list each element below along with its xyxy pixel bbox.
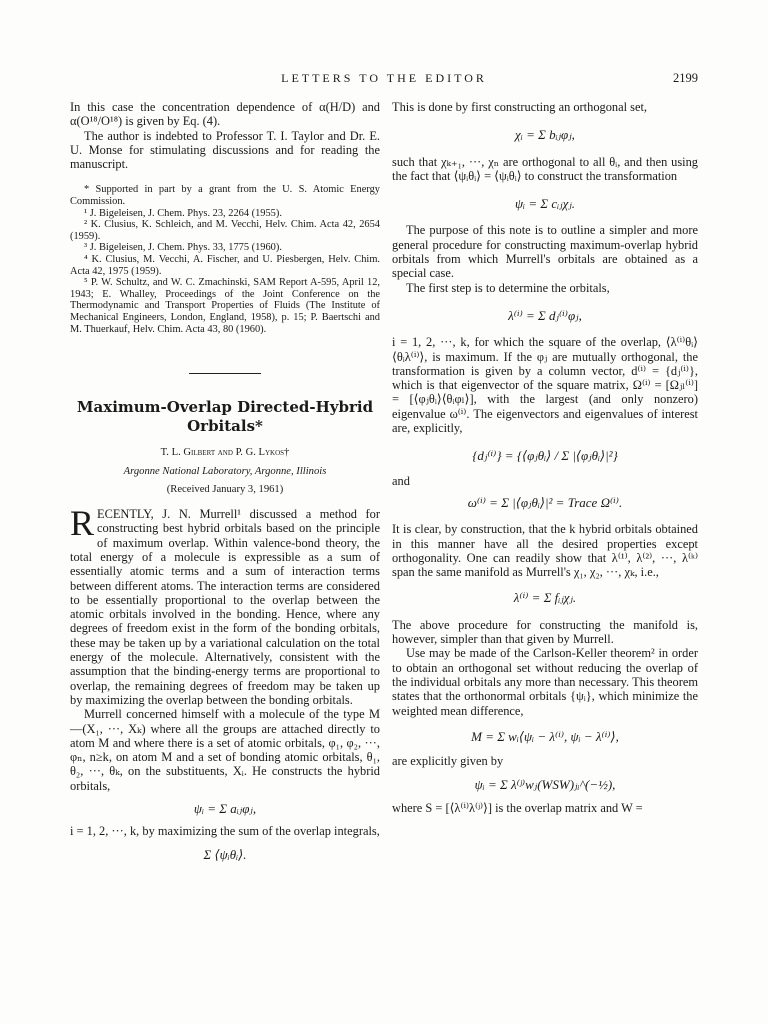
received-date: (Received January 3, 1961) [166, 483, 284, 495]
right-paragraph-purpose: The purpose of this note is to outline a simpler and more general procedure for constructing maximum-overlap hybrid orbitals from which Murrell's orbitals are obtained as a special case. [392, 223, 698, 281]
equation-overlap-sum: Σ ⟨ψᵢθᵢ⟩. [203, 846, 247, 862]
section-divider [189, 373, 261, 374]
left-paragraph-murrell: Murrell concerned himself with a molecule of the type M—(X₁, ···, Xₖ) where all the groups are attached directly to atom M and where there is a set of atomic orbitals, φ₁, φ₂, ···, φₙ, n≥k, on atom M and a set of bonding atomic orbitals, θ₁, θ₂, ···, θₖ, on the substituents, Xᵢ. He constructs the hybrid orbitals, [70, 707, 380, 793]
footnote: ¹ J. Bigeleisen, J. Chem. Phys. 23, 2264 (1955). [84, 207, 282, 219]
equation-eigenvalue: ω⁽ⁱ⁾ = Σ |⟨φⱼθᵢ⟩|² = Trace Ω⁽ⁱ⁾. [467, 494, 623, 510]
and-text: and [392, 473, 410, 488]
footnote: ⁵ P. W. Schultz, and W. C. Zmachinski, SAM Report A-595, April 12, 1943; E. Whalley, Proceedings of the Joint Conference on the Thermodynamic and Transport Properties of Fluids (The Institute of Mechanical Engineers, London, England, 1958), p. 15; P. Baertschi and M. Thuerkauf, Helv. Chim. Acta 43, 80 (1960). [70, 277, 380, 335]
footnote: ² K. Clusius, K. Schleich, and M. Vecchi, Helv. Chim. Acta 42, 2654 (1959). [70, 219, 380, 242]
equation-orthonormal: ψᵢ = Σ λ⁽ʲ⁾wⱼ(WSW)ⱼᵢ^(−½), [474, 777, 616, 793]
right-paragraph-simpler: The above procedure for constructing the manifold is, however, simpler than that given by Murrell. [392, 617, 698, 647]
intro-paragraph [70, 503, 380, 707]
equation-mean-difference: M = Σ wᵢ⟨ψᵢ − λ⁽ⁱ⁾, ψᵢ − λ⁽ⁱ⁾⟩, [471, 728, 619, 744]
intro-text: ECENTLY, J. N. Murrell¹ discussed a method for constructing best hybrid orbitals based on the principle of maximum overlap. Within valence-bond theory, the total energy of a molecule is expressible as a sum of essentially atomic terms and a sum of interaction terms between different atoms. The interaction terms are considered to be essentially proportional to the overlap between the atomic orbitals involved in the bonding. Hence, where any degrees of freedom exist in the form of the bonding orbitals, these may be taken up by a variational calculation on the total energy of the molecule. Alternatively, consistent with the assumption that the binding-energy terms are proportional to overlap, the remaining degrees of freedom may be taken up by maximizing the overlap between the bonding orbitals. [70, 507, 380, 707]
equation-lambda: λ⁽ⁱ⁾ = Σ dⱼ⁽ⁱ⁾φⱼ, [508, 307, 582, 323]
right-paragraph-carlson-keller: Use may be made of the Carlson-Keller theorem² in order to obtain an orthogonal set without reducing the overlap of the individual orbitals any more than necessary. This theorem states that the orthonormal orbitals {ψᵢ}, which minimize the weighted mean difference, [392, 646, 698, 718]
equation-eigenvector: {dⱼ⁽ⁱ⁾} = {⟨φⱼθᵢ⟩ / Σ |⟨φⱼθᵢ⟩|²} [472, 448, 618, 464]
right-paragraph-explicit: are explicitly given by [392, 754, 504, 769]
footnote: ⁴ K. Clusius, M. Vecchi, A. Fischer, and U. Piesbergen, Helv. Chim. Acta 42, 1975 (1959). [70, 254, 380, 277]
affiliation: Argonne National Laboratory, Argonne, Illinois [123, 465, 327, 477]
equation-transformation: ψᵢ = Σ cᵢⱼχⱼ. [514, 196, 576, 212]
right-paragraph-2: such that χₖ₊₁, ···, χₙ are orthogonal to all θᵢ, and then using the fact that ⟨ψᵢθᵢ⟩ = ⟨ψᵢθᵢ⟩ to construct the transformation [392, 154, 698, 183]
article-title: Maximum-Overlap Directed-Hybrid Orbitals* [76, 398, 374, 436]
footnotes [70, 184, 380, 335]
footnote: ³ J. Bigeleisen, J. Chem. Phys. 33, 1775 (1960). [84, 242, 282, 254]
authors: T. L. Gilbert and P. G. Lykos† [160, 447, 290, 459]
right-paragraph-eigen: i = 1, 2, ···, k, for which the square of the overlap, ⟨λ⁽ⁱ⁾θᵢ⟩⟨θᵢλ⁽ⁱ⁾⟩, is maximum. If the φⱼ are mutually orthogonal, the transformation is given by a column vector, d⁽ⁱ⁾ = {dⱼ⁽ⁱ⁾}, which is that eigenvector of the square matrix, Ω⁽ⁱ⁾ = [Ωⱼₗ⁽ⁱ⁾] = [⟨φⱼθᵢ⟩⟨θᵢφₗ⟩], with the largest (and only nonzero) eigenvalue ω⁽ⁱ⁾. The eigenvectors and eigenvalues of interest are, explicitly, [392, 335, 698, 436]
drop-cap: R [70, 503, 95, 544]
acknowledgment: The author is indebted to Professor T. I. Taylor and Dr. E. U. Monse for stimulating discussions and for reading the manuscript. [70, 128, 380, 172]
page-number: 2199 [673, 71, 698, 85]
right-paragraph-clear: It is clear, by construction, that the k hybrid orbitals obtained in this manner have all the desired properties except orthogonality. One can readily show that λ⁽¹⁾, λ⁽²⁾, ···, λ⁽ᵏ⁾ span the same manifold as Murrell's χ₁, χ₂, ···, χₖ, i.e., [392, 522, 698, 580]
running-title: LETTERS TO THE EDITOR [281, 71, 487, 85]
right-paragraph-last: where S = [⟨λ⁽ⁱ⁾λ⁽ʲ⁾⟩] is the overlap matrix and W = [392, 800, 643, 815]
equation-manifold: λ⁽ⁱ⁾ = Σ fᵢⱼχⱼ. [513, 590, 577, 606]
left-paragraph-1: In this case the concentration dependence of α(H/D) and α(O¹⁸/O¹⁸) is given by Eq. (4). [70, 100, 380, 129]
left-paragraph-overlap: i = 1, 2, ···, k, by maximizing the sum of the overlap integrals, [70, 824, 380, 839]
right-paragraph-first-step: The first step is to determine the orbitals, [406, 280, 610, 295]
equation-hybrid: ψᵢ = Σ aᵢⱼφⱼ, [193, 801, 257, 817]
footnote: * Supported in part by a grant from the U. S. Atomic Energy Commission. [70, 184, 380, 208]
right-paragraph-1: This is done by first constructing an orthogonal set, [392, 100, 648, 114]
left-column [70, 100, 380, 862]
right-column [392, 100, 698, 815]
equation-orthogonal-set: χᵢ = Σ bᵢⱼφⱼ, [515, 127, 575, 143]
